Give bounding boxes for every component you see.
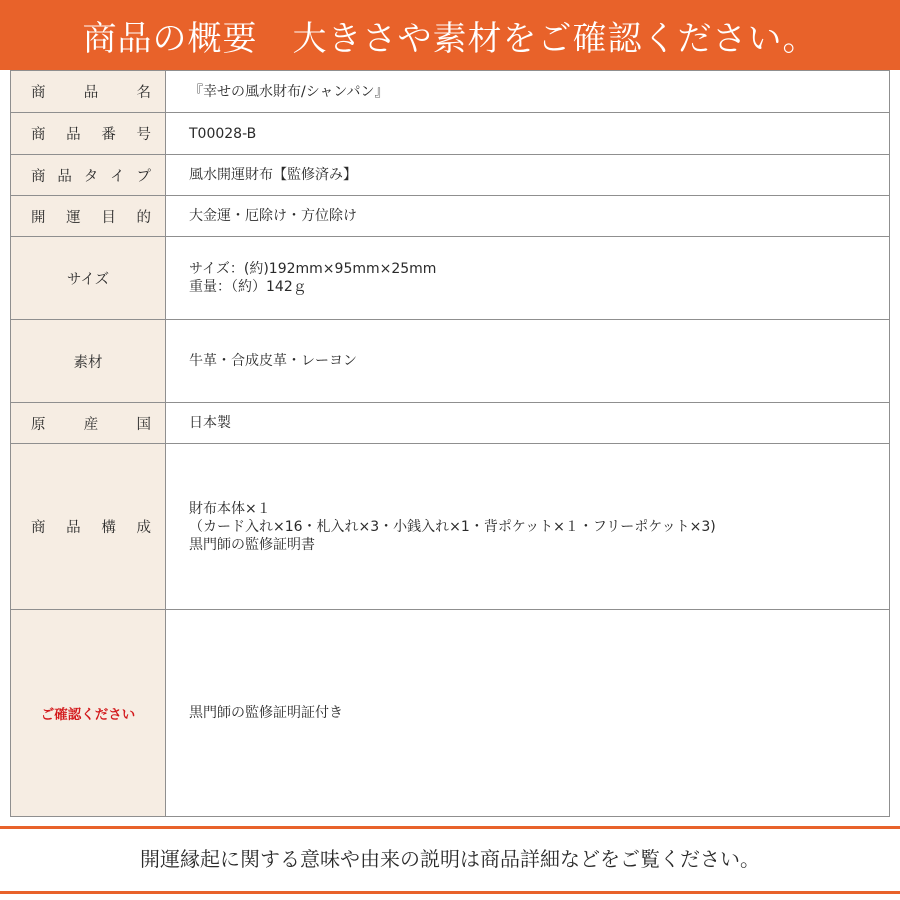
row-value-origin bbox=[166, 403, 890, 444]
value-line: 重量：（約）142ｇ bbox=[189, 279, 307, 295]
row-value-notice bbox=[166, 610, 890, 817]
label-char: 産 bbox=[83, 416, 99, 433]
footer-divider-bottom bbox=[0, 891, 900, 894]
justified-label bbox=[11, 516, 165, 537]
value-line: 黒門師の監修証明証付き bbox=[189, 705, 343, 721]
table-row bbox=[11, 113, 890, 155]
label-char: 番 bbox=[101, 127, 116, 143]
label-char: 名 bbox=[136, 85, 151, 101]
value-line: （カード入れ×16・札入れ×3・小銭入れ×1・背ポケット×１・フリーポケット×3) bbox=[189, 518, 716, 535]
value-line: 『幸せの風水財布/シャンパン』 bbox=[189, 83, 389, 100]
label-char: 商 bbox=[31, 127, 46, 143]
row-label-product-number bbox=[11, 113, 166, 155]
footer-note: 開運縁起に関する意味や由来の説明は商品詳細などをご覧ください。 bbox=[140, 847, 760, 871]
row-value-purpose bbox=[166, 196, 890, 237]
row-label-material: 素材 bbox=[11, 320, 166, 403]
label-char: 商 bbox=[31, 520, 46, 536]
label-char: 構 bbox=[101, 520, 116, 536]
value-line: 風水開運財布【監修済み】 bbox=[189, 167, 357, 183]
table-row bbox=[11, 155, 890, 196]
label-char: 品 bbox=[66, 127, 81, 143]
label-char: 号 bbox=[136, 127, 151, 143]
product-spec-table bbox=[10, 70, 890, 817]
table-row bbox=[11, 71, 890, 113]
label-char: 開 bbox=[31, 209, 46, 226]
label-char: 成 bbox=[136, 520, 151, 536]
page-title: 商品の概要 大きさや素材をご確認ください。 bbox=[0, 0, 900, 70]
footer-divider-top bbox=[0, 826, 900, 829]
row-label-purpose bbox=[11, 196, 166, 237]
table-row bbox=[11, 444, 890, 610]
row-label-contents bbox=[11, 444, 166, 610]
label-char: 国 bbox=[136, 416, 151, 433]
justified-label bbox=[11, 413, 165, 434]
row-label-origin bbox=[11, 403, 166, 444]
justified-label bbox=[11, 123, 165, 144]
justified-label bbox=[11, 165, 165, 186]
row-label-product-type bbox=[11, 155, 166, 196]
table-row bbox=[11, 610, 890, 817]
label-char: プ bbox=[136, 168, 151, 185]
table-row bbox=[11, 320, 890, 403]
value-line: 大金運・厄除け・方位除け bbox=[189, 208, 357, 224]
justified-label bbox=[11, 81, 165, 102]
table-row bbox=[11, 403, 890, 444]
label-char: 原 bbox=[31, 416, 46, 433]
row-value-size bbox=[166, 237, 890, 320]
row-value-product-type bbox=[166, 155, 890, 196]
table-row bbox=[11, 237, 890, 320]
label-char: 品 bbox=[83, 85, 99, 101]
value-line: サイズ：(約)192mm×95mm×25mm bbox=[189, 261, 437, 277]
row-value-contents bbox=[166, 444, 890, 610]
row-value-material bbox=[166, 320, 890, 403]
table-row bbox=[11, 196, 890, 237]
value-line: 日本製 bbox=[189, 415, 231, 431]
label-char: 商 bbox=[31, 85, 46, 101]
row-label-notice: ご確認ください bbox=[11, 610, 166, 817]
value-line: T00028-B bbox=[189, 125, 257, 142]
row-label-product-name bbox=[11, 71, 166, 113]
label-char: 品 bbox=[57, 168, 72, 185]
value-line: 財布本体×１ bbox=[189, 500, 271, 517]
label-char: 運 bbox=[66, 209, 81, 226]
row-value-product-name bbox=[166, 71, 890, 113]
label-char: 目 bbox=[101, 209, 116, 226]
value-line: 牛革・合成皮革・レーヨン bbox=[189, 353, 357, 369]
label-char: タ bbox=[83, 168, 99, 185]
label-char: 商 bbox=[31, 168, 46, 185]
row-value-product-number bbox=[166, 113, 890, 155]
row-label-size: サイズ bbox=[11, 237, 166, 320]
justified-label bbox=[11, 206, 165, 227]
label-char: イ bbox=[110, 168, 125, 185]
label-char: 的 bbox=[136, 209, 151, 226]
value-line: 黒門師の監修証明書 bbox=[189, 536, 315, 553]
label-char: 品 bbox=[66, 520, 81, 536]
